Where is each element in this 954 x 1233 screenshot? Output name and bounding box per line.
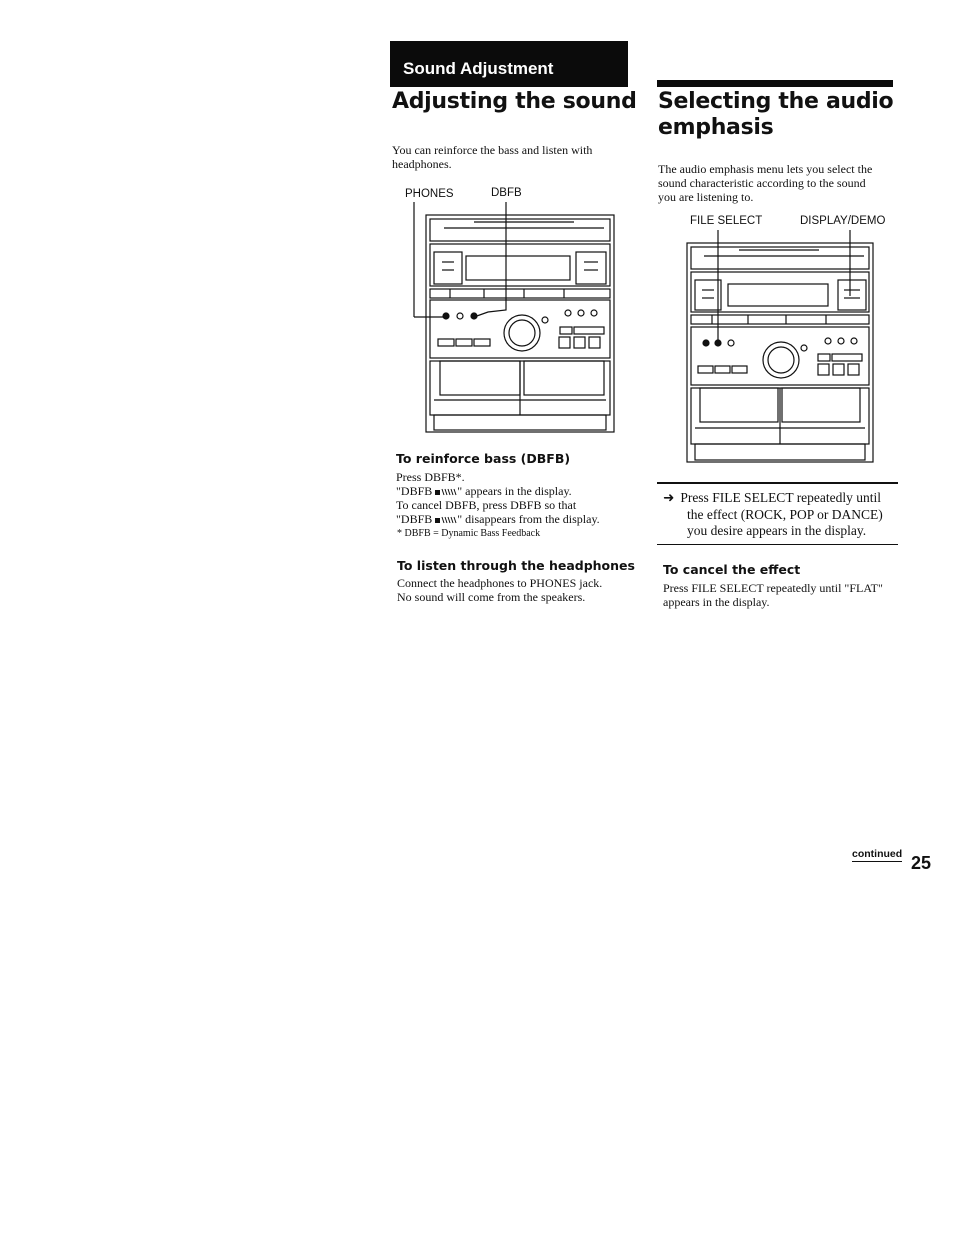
reinforce-line: To cancel DBFB, press DBFB so that: [396, 498, 577, 512]
intro-line: headphones.: [392, 157, 452, 171]
phones-label: PHONES: [405, 188, 454, 200]
dbfb-level-icon: [435, 488, 457, 496]
headphones-body: [397, 576, 602, 604]
headphones-line: No sound will come from the speakers.: [397, 590, 586, 604]
step-bottom-rule: [657, 544, 898, 545]
stereo-diagram-left: [404, 200, 618, 436]
step-instruction: [663, 490, 883, 540]
left-intro: [392, 143, 592, 171]
reinforce-line: "DBFB " appears in the display.: [396, 484, 572, 498]
intro-line: you are listening to.: [658, 190, 754, 204]
right-title-line: emphasis: [658, 115, 774, 140]
footnote: * DBFB = Dynamic Bass Feedback: [397, 528, 541, 539]
section-rule: [657, 80, 893, 87]
right-title: [658, 89, 893, 141]
cancel-heading: To cancel the effect: [663, 562, 801, 577]
reinforce-heading: To reinforce bass (DBFB): [396, 451, 571, 466]
step-line: the effect (ROCK, POP or DANCE): [687, 506, 883, 522]
step-top-rule: [657, 482, 898, 484]
intro-line: The audio emphasis menu lets you select the: [658, 162, 873, 176]
step-line: you desire appears in the display.: [687, 523, 867, 538]
continued-label: continued: [852, 848, 903, 860]
page-number: 25: [911, 853, 932, 873]
arrow-right-icon: ➜: [663, 490, 675, 506]
dbfb-level-icon: [435, 516, 457, 524]
headphones-heading: To listen through the headphones: [397, 558, 635, 573]
stereo-diagram-right: [684, 228, 878, 466]
cancel-line: Press FILE SELECT repeatedly until "FLAT": [663, 581, 883, 595]
intro-line: sound characteristic according to the sound: [658, 176, 866, 190]
left-title: Adjusting the sound: [392, 89, 637, 114]
reinforce-line: Press DBFB*.: [396, 470, 465, 484]
cancel-body: [663, 581, 883, 609]
step-line: ➜ Press FILE SELECT repeatedly until: [663, 490, 882, 506]
section-banner: [390, 41, 628, 87]
dbfb-label: DBFB: [491, 187, 522, 199]
reinforce-body: [396, 470, 600, 526]
reinforce-line: "DBFB " disappears from the display.: [396, 512, 600, 526]
file-select-label: FILE SELECT: [690, 215, 763, 227]
section-title: Sound Adjustment: [403, 59, 554, 78]
intro-line: You can reinforce the bass and listen with: [392, 143, 593, 157]
cancel-line: appears in the display.: [663, 595, 770, 609]
right-intro: [658, 162, 872, 204]
right-title-line: Selecting the audio: [658, 89, 894, 114]
display-demo-label: DISPLAY/DEMO: [800, 215, 886, 227]
headphones-line: Connect the headphones to PHONES jack.: [397, 576, 603, 590]
